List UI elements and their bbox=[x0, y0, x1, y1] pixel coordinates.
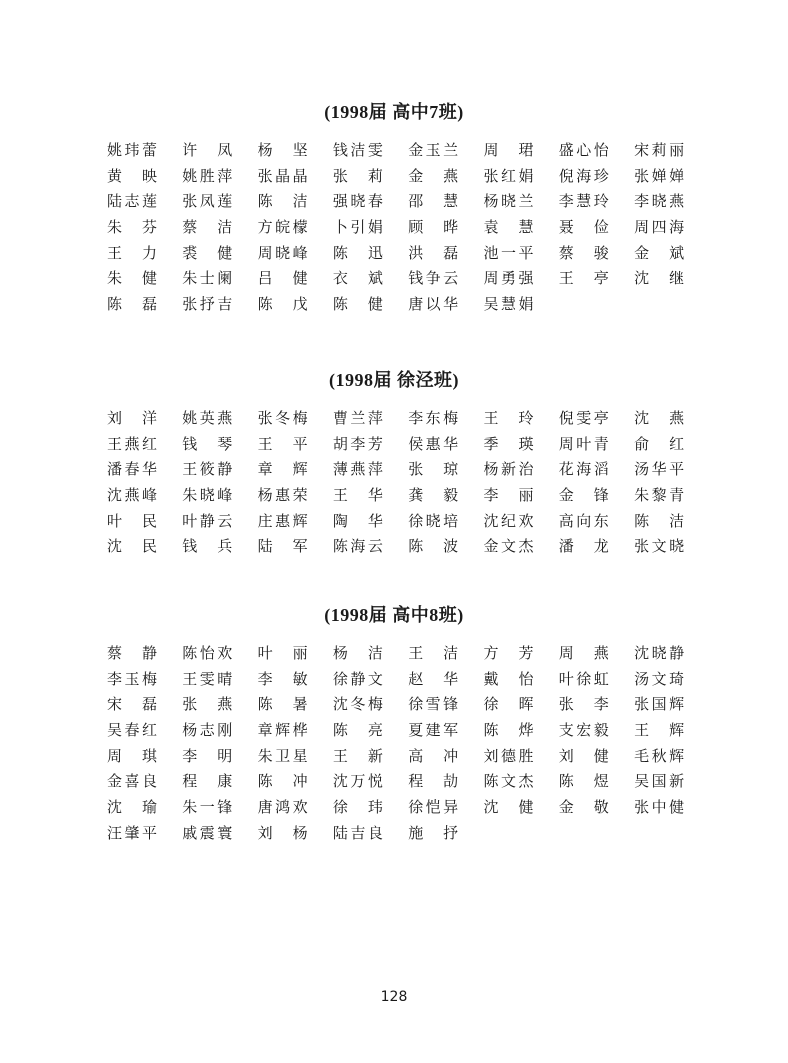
name-grid bbox=[107, 643, 707, 849]
name-row bbox=[107, 694, 707, 720]
name-row bbox=[107, 797, 707, 823]
student-name: 汤 文 琦 bbox=[634, 669, 685, 688]
student-name: 沈 瑜 bbox=[107, 798, 157, 817]
student-name: 沈 健 bbox=[483, 798, 534, 817]
student-name: 支 宏 毅 bbox=[558, 721, 609, 740]
student-name: 李 敏 bbox=[257, 669, 308, 688]
student-name: 王 雯 晴 bbox=[182, 669, 233, 688]
student-name: 徐 恺 异 bbox=[408, 798, 459, 817]
student-name: 陈 怡 欢 bbox=[182, 644, 233, 662]
student-name: 张 莉 bbox=[332, 166, 383, 185]
student-name: 徐 静 文 bbox=[332, 669, 383, 688]
student-name: 夏 建 军 bbox=[408, 721, 459, 740]
student-name: 沈 燕 峰 bbox=[107, 486, 157, 505]
student-name: 戚 震 寰 bbox=[182, 823, 233, 842]
student-name: 顾 晔 bbox=[408, 218, 459, 237]
student-name: 刘 健 bbox=[558, 746, 609, 765]
student-name: 高 向 东 bbox=[558, 511, 609, 530]
student-name: 周 燕 bbox=[558, 644, 609, 662]
student-name: 杨 洁 bbox=[332, 644, 383, 662]
name-row bbox=[107, 720, 707, 746]
student-name: 潘 龙 bbox=[558, 537, 609, 556]
student-name: 周 珺 bbox=[483, 141, 534, 159]
student-name: 刘 德 胜 bbox=[483, 746, 534, 765]
student-name: 陈 煜 bbox=[558, 772, 609, 791]
student-name: 周 琪 bbox=[107, 746, 157, 765]
student-name: 王 力 bbox=[107, 243, 157, 262]
student-name: 徐 雪 锋 bbox=[408, 695, 459, 714]
student-name: 陈 暑 bbox=[257, 695, 308, 714]
student-name: 沈 燕 bbox=[634, 409, 685, 427]
student-name: 沈 冬 梅 bbox=[332, 695, 383, 714]
section-title: (1998届 高中7班) bbox=[324, 102, 464, 122]
student-name: 陶 华 bbox=[332, 511, 383, 530]
student-name: 王 辉 bbox=[634, 721, 685, 740]
name-row bbox=[107, 140, 707, 166]
name-row bbox=[107, 536, 707, 562]
student-name: 强 晓 春 bbox=[332, 192, 383, 211]
student-name: 洪 磊 bbox=[408, 243, 459, 262]
student-name: 李 晓 燕 bbox=[634, 192, 685, 211]
student-name: 陈 洁 bbox=[634, 511, 685, 530]
student-name: 杨 新 治 bbox=[483, 460, 534, 479]
student-name: 金 锋 bbox=[558, 486, 609, 505]
student-name: 张 凤 莲 bbox=[182, 192, 233, 211]
student-name: 吴 国 新 bbox=[634, 772, 685, 791]
student-name: 王 燕 红 bbox=[107, 434, 157, 453]
student-name: 陈 迅 bbox=[332, 243, 383, 262]
student-name: 张 国 辉 bbox=[634, 695, 685, 714]
student-name: 王 亭 bbox=[558, 269, 609, 288]
student-name: 周 叶 青 bbox=[558, 434, 609, 453]
section-title: (1998届 高中8班) bbox=[324, 605, 464, 625]
student-name: 陈 洁 bbox=[257, 192, 308, 211]
student-name: 朱 健 bbox=[107, 269, 157, 288]
student-name: 姚 胜 萍 bbox=[182, 166, 233, 185]
student-name: 姚 玮 蕾 bbox=[107, 141, 157, 159]
student-name: 宋 莉 丽 bbox=[634, 141, 685, 159]
student-name: 薄 燕 萍 bbox=[332, 460, 383, 479]
student-name: 吕 健 bbox=[257, 269, 308, 288]
student-name: 陈 烨 bbox=[483, 721, 534, 740]
student-name: 俞 红 bbox=[634, 434, 685, 453]
student-name: 盛 心 怡 bbox=[558, 141, 609, 159]
student-name: 陈 文 杰 bbox=[483, 772, 534, 791]
student-name: 沈 万 悦 bbox=[332, 772, 383, 791]
student-name: 袁 慧 bbox=[483, 218, 534, 237]
student-name: 张 中 健 bbox=[634, 798, 685, 817]
student-name: 沈 晓 静 bbox=[634, 644, 685, 662]
student-name: 钱 争 云 bbox=[408, 269, 459, 288]
student-name: 张 燕 bbox=[182, 695, 233, 714]
student-name: 汪 肇 平 bbox=[107, 823, 157, 842]
student-name: 池 一 平 bbox=[483, 243, 534, 262]
student-name: 周 勇 强 bbox=[483, 269, 534, 288]
student-name: 沈 继 bbox=[634, 269, 685, 288]
student-name: 王 洁 bbox=[408, 644, 459, 662]
student-name: 徐 晓 培 bbox=[408, 511, 459, 530]
student-name: 张 晶 晶 bbox=[257, 166, 308, 185]
student-name: 衣 斌 bbox=[332, 269, 383, 288]
name-grid bbox=[107, 408, 707, 562]
student-name: 陈 戊 bbox=[257, 295, 308, 314]
student-name: 高 冲 bbox=[408, 746, 459, 765]
student-name: 朱 芬 bbox=[107, 218, 157, 237]
student-name: 杨 坚 bbox=[257, 141, 308, 159]
name-row bbox=[107, 485, 707, 511]
student-name: 杨 惠 荣 bbox=[257, 486, 308, 505]
student-name: 金 敬 bbox=[558, 798, 609, 817]
student-name: 张 李 bbox=[558, 695, 609, 714]
student-name: 沈 民 bbox=[107, 537, 157, 556]
student-name: 陆 志 莲 bbox=[107, 192, 157, 211]
student-name: 钱 兵 bbox=[182, 537, 233, 556]
name-row bbox=[107, 191, 707, 217]
student-name: 王 筱 静 bbox=[182, 460, 233, 479]
student-name: 戴 怡 bbox=[483, 669, 534, 688]
student-name: 钱 琴 bbox=[182, 434, 233, 453]
student-name: 吴 慧 娟 bbox=[483, 295, 534, 314]
student-name: 唐 以 华 bbox=[408, 295, 459, 314]
section-title: (1998届 徐泾班) bbox=[329, 370, 459, 390]
student-name: 施 抒 bbox=[408, 823, 459, 842]
student-name: 陈 磊 bbox=[107, 295, 157, 314]
student-name: 张 婵 婵 bbox=[634, 166, 685, 185]
student-name: 王 华 bbox=[332, 486, 383, 505]
student-name: 徐 晖 bbox=[483, 695, 534, 714]
student-name: 黄 映 bbox=[107, 166, 157, 185]
student-name: 沈 纪 欢 bbox=[483, 511, 534, 530]
student-name: 李 玉 梅 bbox=[107, 669, 157, 688]
student-name: 蔡 静 bbox=[107, 644, 157, 662]
student-name: 潘 春 华 bbox=[107, 460, 157, 479]
student-name: 聂 俭 bbox=[558, 218, 609, 237]
student-name: 宋 磊 bbox=[107, 695, 157, 714]
student-name: 方 芳 bbox=[483, 644, 534, 662]
student-name: 吴 春 红 bbox=[107, 721, 157, 740]
student-name: 陈 冲 bbox=[257, 772, 308, 791]
student-name: 陆 军 bbox=[257, 537, 308, 556]
student-name: 朱 黎 青 bbox=[634, 486, 685, 505]
name-row bbox=[107, 823, 707, 849]
student-name: 倪 海 珍 bbox=[558, 166, 609, 185]
student-name: 曹 兰 萍 bbox=[332, 409, 383, 427]
student-name: 倪 雯 亭 bbox=[558, 409, 609, 427]
student-name: 毛 秋 辉 bbox=[634, 746, 685, 765]
student-name: 方 皖 檬 bbox=[257, 218, 308, 237]
name-row bbox=[107, 643, 707, 669]
name-row bbox=[107, 217, 707, 243]
student-name: 陆 吉 良 bbox=[332, 823, 383, 842]
student-name: 杨 晓 兰 bbox=[483, 192, 534, 211]
name-row bbox=[107, 746, 707, 772]
student-name: 朱 一 锋 bbox=[182, 798, 233, 817]
student-name: 裘 健 bbox=[182, 243, 233, 262]
student-name: 金 燕 bbox=[408, 166, 459, 185]
student-name: 陈 波 bbox=[408, 537, 459, 556]
student-name: 张 琼 bbox=[408, 460, 459, 479]
student-name: 金 喜 良 bbox=[107, 772, 157, 791]
student-name: 陈 海 云 bbox=[332, 537, 383, 556]
name-row bbox=[107, 459, 707, 485]
student-name: 王 新 bbox=[332, 746, 383, 765]
student-name: 章 辉 bbox=[257, 460, 308, 479]
student-name: 侯 惠 华 bbox=[408, 434, 459, 453]
name-row bbox=[107, 669, 707, 695]
name-row bbox=[107, 408, 707, 434]
student-name: 张 抒 吉 bbox=[182, 295, 233, 314]
student-name: 刘 杨 bbox=[257, 823, 308, 842]
name-row bbox=[107, 434, 707, 460]
student-name: 金 玉 兰 bbox=[408, 141, 459, 159]
student-name: 程 康 bbox=[182, 772, 233, 791]
student-name: 龚 毅 bbox=[408, 486, 459, 505]
student-name: 姚 英 燕 bbox=[182, 409, 233, 427]
student-name: 李 东 梅 bbox=[408, 409, 459, 427]
name-row bbox=[107, 243, 707, 269]
student-name: 赵 华 bbox=[408, 669, 459, 688]
student-name: 朱 士 阑 bbox=[182, 269, 233, 288]
student-name: 程 劼 bbox=[408, 772, 459, 791]
student-name: 章 辉 桦 bbox=[257, 721, 308, 740]
student-name: 朱 晓 峰 bbox=[182, 486, 233, 505]
name-row bbox=[107, 511, 707, 537]
name-row bbox=[107, 294, 707, 320]
student-name: 李 慧 玲 bbox=[558, 192, 609, 211]
student-name: 钱 洁 雯 bbox=[332, 141, 383, 159]
student-name: 胡 李 芳 bbox=[332, 434, 383, 453]
student-name: 唐 鸿 欢 bbox=[257, 798, 308, 817]
student-name: 陈 亮 bbox=[332, 721, 383, 740]
student-name: 金 文 杰 bbox=[483, 537, 534, 556]
student-name: 许 凤 bbox=[182, 141, 233, 159]
name-row bbox=[107, 268, 707, 294]
student-name: 卜 引 娟 bbox=[332, 218, 383, 237]
student-name: 张 冬 梅 bbox=[257, 409, 308, 427]
student-name: 杨 志 刚 bbox=[182, 721, 233, 740]
student-name: 蔡 骏 bbox=[558, 243, 609, 262]
student-name: 张 红 娟 bbox=[483, 166, 534, 185]
student-name: 王 平 bbox=[257, 434, 308, 453]
student-name: 徐 玮 bbox=[332, 798, 383, 817]
name-row bbox=[107, 771, 707, 797]
student-name: 庄 惠 辉 bbox=[257, 511, 308, 530]
name-row bbox=[107, 166, 707, 192]
student-name: 季 瑛 bbox=[483, 434, 534, 453]
student-name: 蔡 洁 bbox=[182, 218, 233, 237]
student-name: 叶 丽 bbox=[257, 644, 308, 662]
student-name: 刘 洋 bbox=[107, 409, 157, 427]
name-grid bbox=[107, 140, 707, 320]
student-name: 邵 慧 bbox=[408, 192, 459, 211]
student-name: 周 晓 峰 bbox=[257, 243, 308, 262]
student-name: 朱 卫 星 bbox=[257, 746, 308, 765]
student-name: 李 明 bbox=[182, 746, 233, 765]
student-name: 金 斌 bbox=[634, 243, 685, 262]
page-number: 128 bbox=[380, 989, 408, 1005]
student-name: 花 海 滔 bbox=[558, 460, 609, 479]
student-name: 汤 华 平 bbox=[634, 460, 685, 479]
student-name: 李 丽 bbox=[483, 486, 534, 505]
student-name: 陈 健 bbox=[332, 295, 383, 314]
student-name: 王 玲 bbox=[483, 409, 534, 427]
student-name: 周 四 海 bbox=[634, 218, 685, 237]
student-name: 叶 民 bbox=[107, 511, 157, 530]
student-name: 叶 徐 虹 bbox=[558, 669, 609, 688]
student-name: 张 文 晓 bbox=[634, 537, 685, 556]
student-name: 叶 静 云 bbox=[182, 511, 233, 530]
